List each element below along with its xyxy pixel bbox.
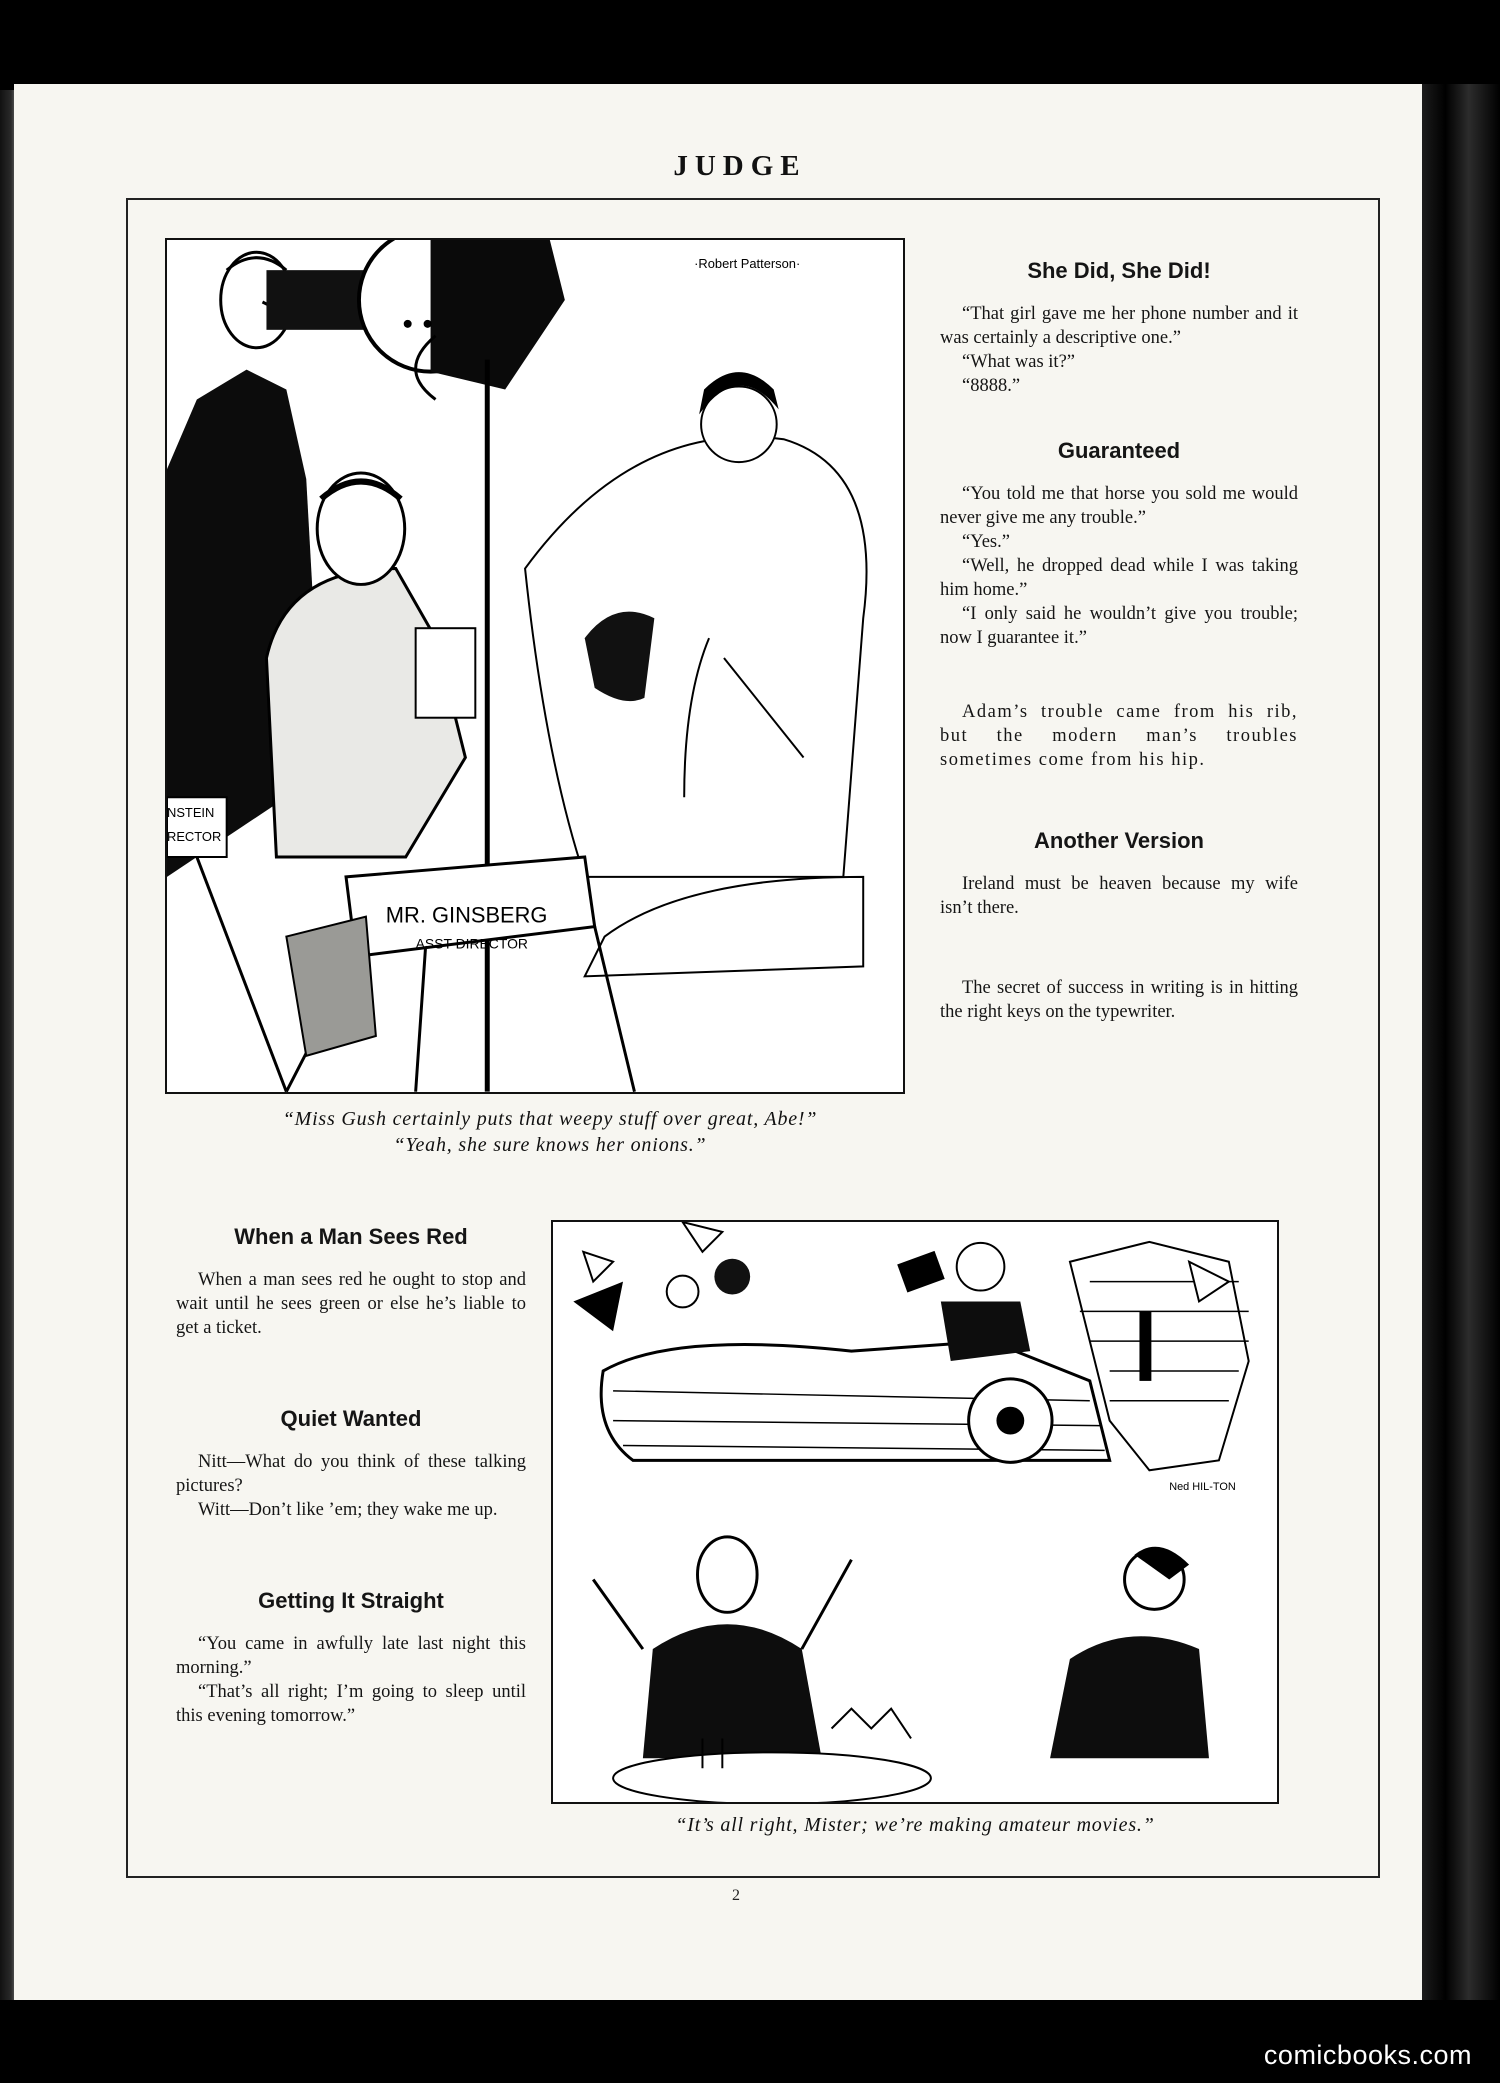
cartoon-amateur-movies: [551, 1220, 1279, 1804]
joke-paragraph: “Well, he dropped dead while I was taking him home.”: [940, 556, 1298, 600]
cartoon-amateur-movies-drawing: [553, 1222, 1277, 1802]
caption-line-1: “Miss Gush certainly puts that weepy stuff over great, Abe!”: [282, 1108, 818, 1130]
cartoon-amateur-movies-caption: “It’s all right, Mister; we’re making amateur movies.”: [675, 1814, 1155, 1836]
joke-paragraph: “I only said he wouldn’t give you trouble; now I guarantee it.”: [940, 604, 1298, 648]
joke-paragraph: “That girl gave me her phone number and it was certainly a descriptive one.”: [940, 304, 1298, 348]
joke-another-version: [940, 828, 1298, 920]
masthead: JUDGE: [673, 150, 807, 182]
chair-label-3: NSTEIN: [167, 805, 215, 821]
joke-heading: Quiet Wanted: [280, 1406, 422, 1431]
chair-label-4: RECTOR: [167, 829, 222, 845]
joke-paragraph: “Yes.”: [962, 532, 1010, 552]
right-joke-column: [940, 258, 1298, 1064]
chair-label-1: MR. GINSBERG: [385, 902, 548, 928]
joke-heading: She Did, She Did!: [1027, 258, 1211, 283]
joke-sees-red: [176, 1224, 526, 1340]
artist-signature-top: ·Robert Patterson·: [694, 256, 801, 272]
artist-signature-bottom: Ned HIL-TON: [1169, 1481, 1236, 1494]
joke-heading: Another Version: [1034, 828, 1204, 853]
joke-paragraph: The secret of success in writing is in hitting the right keys on the typewriter.: [940, 978, 1298, 1022]
joke-paragraph: “8888.”: [962, 376, 1021, 396]
left-joke-column: [176, 1224, 526, 1768]
joke-adams-trouble: [940, 700, 1298, 772]
joke-paragraph: Nitt—What do you think of these talking pictures?: [176, 1452, 526, 1496]
joke-paragraph: “That’s all right; I’m going to sleep until this evening tomorrow.”: [176, 1682, 526, 1726]
page-number: 2: [732, 1887, 740, 1904]
joke-paragraph: “You told me that horse you sold me would never give me any trouble.”: [940, 484, 1298, 528]
joke-heading: Guaranteed: [1057, 438, 1181, 463]
joke-paragraph: “You came in awfully late last night this morning.”: [176, 1634, 526, 1678]
joke-getting-it-straight: [176, 1588, 526, 1728]
joke-paragraph: Adam’s trouble came from his rib, but the modern man’s troubles sometimes come from his hip.: [940, 702, 1298, 770]
joke-quiet-wanted: [176, 1406, 526, 1522]
joke-paragraph: “What was it?”: [962, 352, 1075, 372]
joke-paragraph: Witt—Don’t like ’em; they wake me up.: [198, 1500, 498, 1520]
site-watermark: comicbooks.com: [1263, 2040, 1472, 2070]
joke-secret-of-success: [940, 976, 1298, 1024]
cartoon-film-set-caption: [200, 1106, 900, 1158]
joke-heading: When a Man Sees Red: [234, 1224, 468, 1249]
chair-label-2: ASST DIRECTOR: [415, 935, 528, 952]
joke-paragraph: When a man sees red he ought to stop and wait until he sees green or else he’s liable to get a ticket.: [176, 1270, 526, 1338]
joke-paragraph: Ireland must be heaven because my wife isn’t there.: [940, 874, 1298, 918]
book-spine-right: [1422, 84, 1500, 2000]
caption-line-2: “Yeah, she sure knows her onions.”: [393, 1134, 707, 1156]
joke-guaranteed: [940, 438, 1298, 650]
joke-she-did: [940, 258, 1298, 398]
cartoon-film-set-drawing: [167, 240, 903, 1092]
joke-heading: Getting It Straight: [258, 1588, 444, 1613]
cartoon-film-set: [165, 238, 905, 1094]
